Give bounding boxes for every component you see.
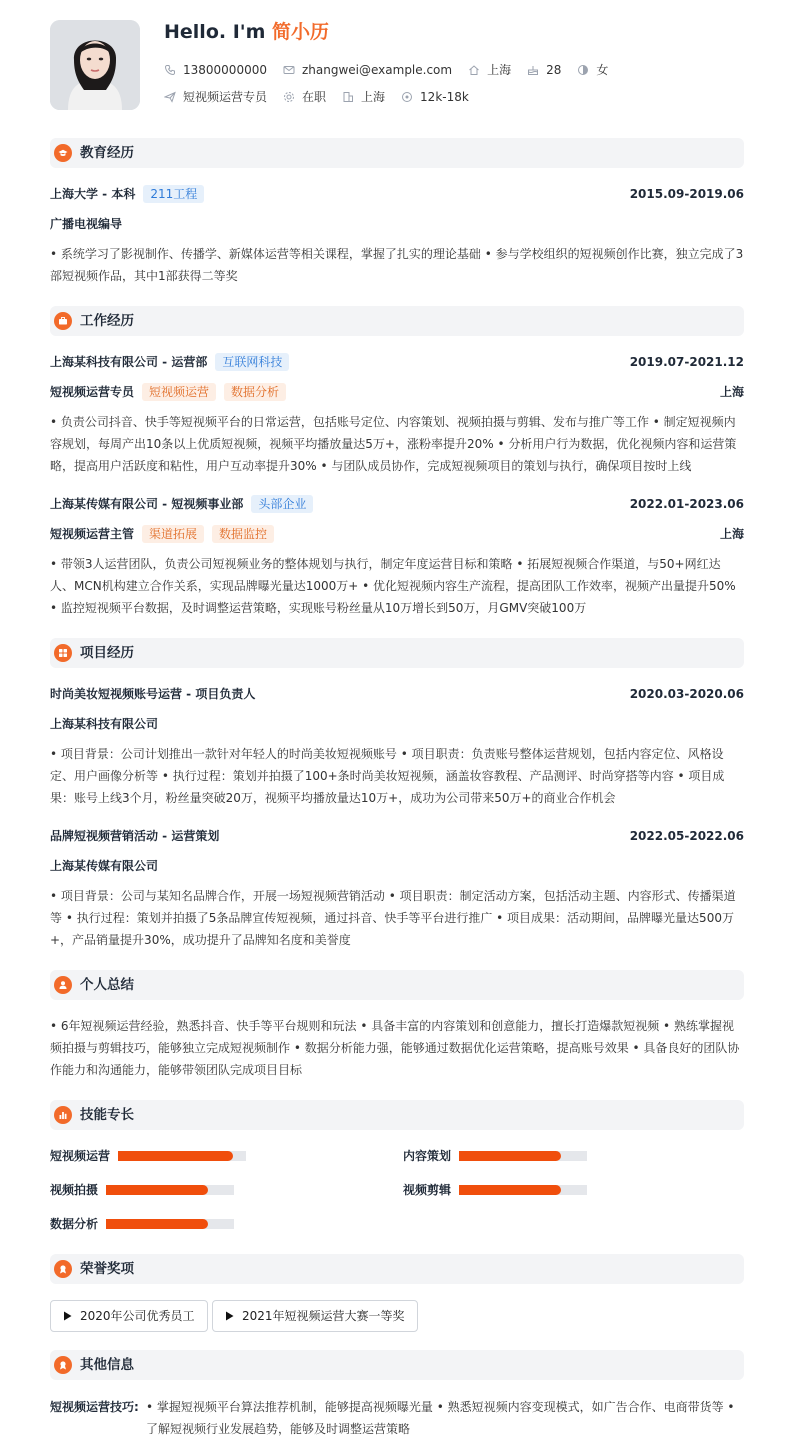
project-2-name: 品牌短视频营销活动 - 运营策划 [50,829,220,843]
project-2-desc: • 项目背景：公司与某知名品牌合作，开展一场短视频营销活动 • 项目职责：制定活动方案，包括活动主题、内容形式、传播渠道等 • 执行过程：策划并拍摄了5条品牌宣传短视频，通过抖音、快手等平台进行推广 • 项目成果：活动期间，品牌曝光量达500万+，产品销量提升30%，成功提升了品牌知名度和美誉度 [50,889,736,947]
age-value: 28 [546,63,562,77]
email-item [283,59,452,81]
project-2-date: 2022.05-2022.06 [629,829,744,843]
age-item [527,59,561,81]
skill-item [50,1145,246,1167]
building-icon [342,91,354,103]
gender-item [577,59,608,81]
work-title: 工作经历 [80,313,134,329]
email-icon [283,64,295,76]
skill-name: 视频拍摄 [50,1183,99,1197]
work-2-city: 上海 [719,527,744,541]
work-1-date: 2019.07-2021.12 [629,355,744,369]
location-item [468,59,511,81]
salary-item [401,86,469,108]
work-2-company: 上海某传媒有限公司 - 短视频事业部 [50,497,244,511]
briefcase-icon [54,312,72,330]
project-2-row [50,825,744,847]
school-tag: 211工程 [143,185,204,203]
work-2-company-row [50,493,744,515]
other-label: 短视频运营技巧: [50,1400,139,1414]
work-1-position-row [50,381,744,403]
greeting [164,18,329,46]
gender-icon [577,64,589,76]
work-2-industry-tag: 头部企业 [251,495,313,513]
user-icon [54,976,72,994]
major-name: 广播电视编导 [50,217,123,231]
resume-header [50,0,744,130]
skill-bar [459,1185,587,1195]
salary-value: 12k-18k [420,90,469,104]
summary-desc: • 6年短视频运营经验，熟悉抖音、快手等平台规则和玩法 • 具备丰富的内容策划和创意能力，擅长打造爆款短视频 • 熟练掌握视频拍摄与剪辑技巧，能够独立完成短视频制作 • 数据分析能力强，能够通过数据优化运营策略，提高账号效果 • 具备良好的团队协作能力和沟通能力，能够带领团队完成项目目标 [50,1019,740,1077]
skill-bar [118,1151,246,1161]
school-name: 上海大学 - 本科 [50,187,136,201]
award-label: 2020年公司优秀员工 [80,1309,195,1323]
work-1-company: 上海某科技有限公司 - 运营部 [50,355,208,369]
education-title: 教育经历 [80,145,134,161]
project-1-company: 上海某科技有限公司 [50,717,159,731]
award-label: 2021年短视频运营大赛一等奖 [242,1309,405,1323]
work-1-industry-tag: 互联网科技 [215,353,289,371]
education-date: 2015.09-2019.06 [629,187,744,201]
work-section-header [50,306,744,336]
skill-item [50,1213,234,1235]
skills-section-header [50,1100,744,1130]
other-title: 其他信息 [80,1357,134,1373]
location-value: 上海 [487,63,512,77]
bar-chart-icon [54,1106,72,1124]
project-1-row [50,683,744,705]
award-item [212,1300,418,1332]
education-desc: • 系统学习了影视制作、传播学、新媒体运营等相关课程，掌握了扎实的理论基础 • 参与学校组织的短视频创作比赛，独立完成了3部短视频作品，其中1部获得二等奖 [50,247,744,283]
project-1-name: 时尚美妆短视频账号运营 - 项目负责人 [50,687,256,701]
work-1-position: 短视频运营专员 [50,385,135,399]
graduation-cap-icon [54,144,72,162]
major-row [50,213,744,235]
project-2-company: 上海某传媒有限公司 [50,859,159,873]
skill-bar-fill [118,1151,233,1161]
work-2-tag-2: 数据监控 [212,525,274,543]
play-triangle-icon [225,1311,234,1321]
project-1-company-row [50,713,744,735]
work-1-company-row [50,351,744,373]
project-1-desc: • 项目背景：公司计划推出一款针对年轻人的时尚美妆短视频账号 • 项目职责：负责账号整体运营规划，包括内容定位、风格设定、用户画像分析等 • 执行过程：策划并拍摄了100+条时尚美妆短视频，涵盖妆容教程、产品测评、时尚穿搭等内容 • 项目成果：账号上线3个月，粉丝量突破20万，视频平均播放量达10万+，成功为公司带来50万+的商业合作机会 [50,747,725,805]
phone-item [164,59,267,81]
skill-item [403,1145,587,1167]
avatar-photo-icon [50,20,140,110]
email-value: zhangwei@example.com [301,63,453,77]
send-icon [164,91,176,103]
skill-name: 内容策划 [403,1149,452,1163]
status-gear-icon [283,91,295,103]
skill-name: 视频剪辑 [403,1183,452,1197]
contact-row [164,59,624,81]
skill-item [50,1179,234,1201]
job-title-value: 短视频运营专员 [183,90,268,104]
work-2-desc: • 带领3人运营团队，负责公司短视频业务的整体规划与执行，制定年度运营目标和策略 • 拓展短视频合作渠道，与50+网红达人、MCN机构建立合作关系，实现品牌曝光量达1000万+ • 优化短视频内容生产流程，提高团队工作效率，视频产出量提升50% • 监控短视频平台数据，及时调整运营策略，实现账号粉丝量从10万增长到50万，月GMV突破100万 [50,557,736,615]
skill-name: 数据分析 [50,1217,99,1231]
cake-icon [527,64,539,76]
play-triangle-icon [63,1311,72,1321]
work-city-item [342,86,385,108]
awards-section-header [50,1254,744,1284]
education-section-header [50,138,744,168]
status-item [283,86,326,108]
projects-section-header [50,638,744,668]
summary-title: 个人总结 [80,977,134,993]
skill-bar-fill [459,1185,561,1195]
salary-icon [401,91,413,103]
grid-icon [54,644,72,662]
home-icon [468,64,480,76]
work-1-desc: • 负责公司抖音、快手等短视频平台的日常运营，包括账号定位、内容策划、视频拍摄与剪辑、发布与推广等工作 • 制定短视频内容规划，每周产出10条以上优质短视频，视频平均播放量达5万+，涨粉率提升20% • 分析用户行为数据，优化视频内容和运营策略，提高用户活跃度和粘性，用户互动率提升30% • 与团队成员协作，完成短视频项目的策划与执行，确保项目按时上线 [50,415,737,473]
job-intent-row [164,86,485,108]
greeting-text: Hello. I'm [164,21,266,43]
work-2-position: 短视频运营主管 [50,527,135,541]
other-section-header [50,1350,744,1380]
work-2-date: 2022.01-2023.06 [629,497,744,511]
work-1-city: 上海 [719,385,744,399]
job-title-item [164,86,267,108]
status-value: 在职 [302,90,327,104]
avatar [50,20,140,110]
education-row [50,183,744,205]
work-1-tag-1: 短视频运营 [142,383,216,401]
project-2-company-row [50,855,744,877]
skill-item [403,1179,587,1201]
awards-title: 荣誉奖项 [80,1261,134,1277]
award-item [50,1300,208,1332]
skill-bar [106,1185,234,1195]
skill-bar-fill [106,1219,208,1229]
projects-title: 项目经历 [80,645,134,661]
skills-title: 技能专长 [80,1107,134,1123]
summary-section-header [50,970,744,1000]
work-2-position-row [50,523,744,545]
skill-name: 短视频运营 [50,1149,111,1163]
skill-bar-fill [106,1185,208,1195]
skill-bar-fill [459,1151,561,1161]
work-1-tag-2: 数据分析 [224,383,286,401]
phone-value: 13800000000 [183,63,267,77]
gender-value: 女 [596,63,609,77]
phone-icon [164,64,176,76]
info-medal-icon [54,1356,72,1374]
award-medal-icon [54,1260,72,1278]
work-city-value: 上海 [361,90,386,104]
work-2-tag-1: 渠道拓展 [142,525,204,543]
skill-bar [459,1151,587,1161]
candidate-name: 简小历 [272,21,330,43]
skill-bar [106,1219,234,1229]
other-desc: • 掌握短视频平台算法推荐机制，能够提高视频曝光量 • 熟悉短视频内容变现模式，如广告合作、电商带货等 • 了解短视频行业发展趋势，能够及时调整运营策略 [146,1400,735,1436]
project-1-date: 2020.03-2020.06 [629,687,744,701]
